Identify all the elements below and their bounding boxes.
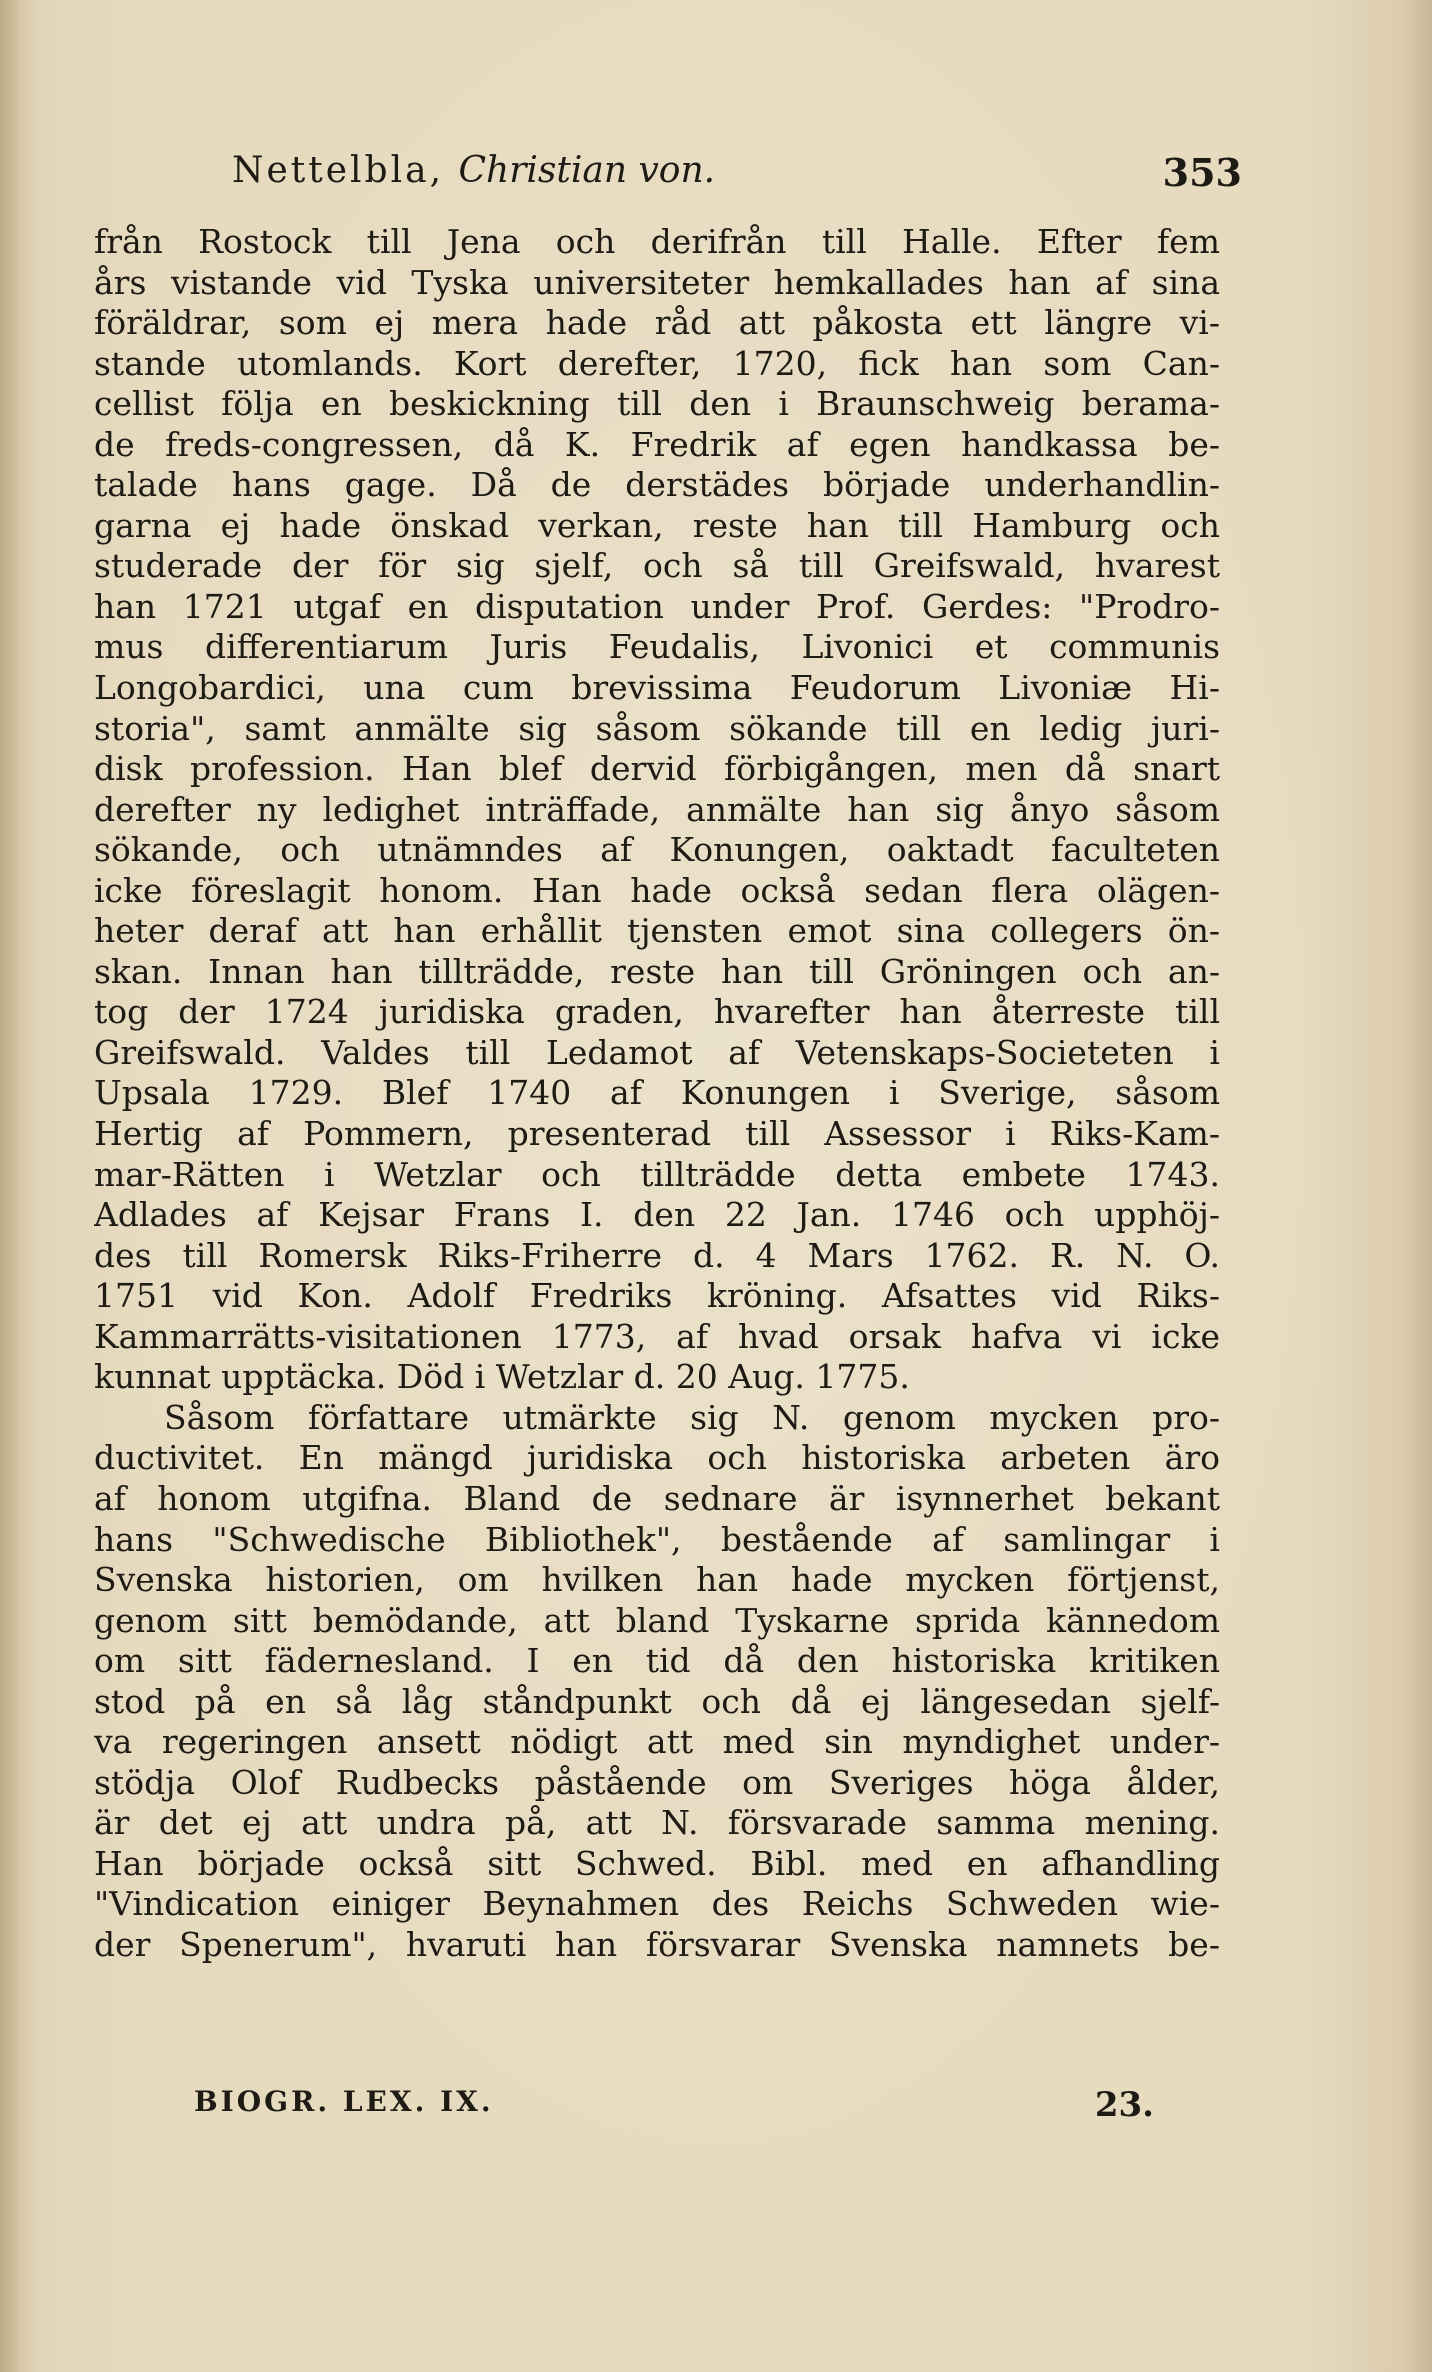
running-head-name: Nettelbla	[232, 150, 430, 191]
signature-mark: 23.	[1094, 2085, 1154, 2125]
text-line: Upsala 1729. Blef 1740 af Konungen i Sverige, såsom	[94, 1073, 1220, 1113]
text-line: studerade der för sig sjelf, och så till Greifswald, hvarest	[94, 546, 1220, 586]
text-line: års vistande vid Tyska universiteter hemkallades han af sina	[94, 262, 1220, 302]
text-line: ductivitet. En mängd juridiska och historiska arbeten äro	[94, 1438, 1220, 1478]
text-line: om sitt fädernesland. I en tid då den historiska kritiken	[94, 1641, 1220, 1681]
text-line: från Rostock till Jena och derifrån till Halle. Efter fem	[94, 222, 1220, 261]
text-line: Adlades af Kejsar Frans I. den 22 Jan. 1746 och upphöj-	[94, 1195, 1220, 1235]
running-head: Nettelbla, Christian von.	[232, 150, 716, 191]
text-line: des till Romersk Riks-Friherre d. 4 Mars 1762. R. N. O.	[94, 1235, 1220, 1275]
text-line: genom sitt bemödande, att bland Tyskarne sprida kännedom	[94, 1600, 1220, 1640]
text-line: Greifswald. Valdes till Ledamot af Vetenskaps-Societeten i	[94, 1032, 1220, 1072]
text-line-paragraph-end: kunnat upptäcka. Död i Wetzlar d. 20 Aug. 1775.	[94, 1357, 910, 1397]
running-head-given-name: Christian von.	[458, 150, 716, 191]
text-line: icke föreslagit honom. Han hade också sedan flera olägen-	[94, 870, 1220, 910]
text-line: Longobardici, una cum brevissima Feudorum Livoniæ Hi-	[94, 668, 1220, 708]
text-line: skan. Innan han tillträdde, reste han till Gröningen och an-	[94, 951, 1220, 991]
text-line: af honom utgifna. Bland de sednare är isynnerhet bekant	[94, 1478, 1220, 1518]
text-line-paragraph-start: Såsom författare utmärkte sig N. genom mycken pro-	[164, 1397, 1220, 1437]
text-line: stod på en så låg ståndpunkt och då ej längesedan sjelf-	[94, 1681, 1220, 1721]
text-line: der Spenerum", hvaruti han försvarar Svenska namnets be-	[94, 1924, 1220, 1964]
text-line: va regeringen ansett nödigt att med sin myndighet under-	[94, 1722, 1220, 1762]
text-line: mar-Rätten i Wetzlar och tillträdde detta embete 1743.	[94, 1154, 1220, 1194]
text-line: Han började också sitt Schwed. Bibl. med en afhandling	[94, 1843, 1220, 1883]
page-gutter-shadow	[0, 0, 18, 2372]
body-text	[94, 222, 1220, 1966]
text-line: heter deraf att han erhållit tjensten emot sina collegers ön-	[94, 911, 1220, 951]
text-line: hans "Schwedische Bibliothek", bestående af samlingar i	[94, 1519, 1220, 1559]
text-line: mus differentiarum Juris Feudalis, Livonici et communis	[94, 627, 1220, 667]
text-line: han 1721 utgaf en disputation under Prof. Gerdes: "Prodro-	[94, 586, 1220, 626]
text-line: Svenska historien, om hvilken han hade mycken förtjenst,	[94, 1560, 1220, 1600]
text-line: disk profession. Han blef dervid förbigången, men då snart	[94, 749, 1220, 789]
text-line: 1751 vid Kon. Adolf Fredriks kröning. Afsattes vid Riks-	[94, 1276, 1220, 1316]
text-line: de freds-congressen, då K. Fredrik af egen handkassa be-	[94, 424, 1220, 464]
page-footer	[194, 2085, 1154, 2133]
text-line: stödja Olof Rudbecks påstående om Sveriges höga ålder,	[94, 1762, 1220, 1802]
text-line: cellist följa en beskickning till den i Braunschweig berama-	[94, 384, 1220, 424]
text-line: sökande, och utnämndes af Konungen, oaktadt faculteten	[94, 830, 1220, 870]
text-line: storia", samt anmälte sig såsom sökande till en ledig juri-	[94, 708, 1220, 748]
text-line: tog der 1724 juridiska graden, hvarefter han återreste till	[94, 992, 1220, 1032]
page-header	[232, 150, 1242, 210]
text-line: derefter ny ledighet inträffade, anmälte han sig ånyo såsom	[94, 789, 1220, 829]
text-line: Kammarrätts-visitationen 1773, af hvad orsak hafva vi icke	[94, 1316, 1220, 1356]
text-line: stande utomlands. Kort derefter, 1720, fick han som Can-	[94, 343, 1220, 383]
text-line: garna ej hade önskad verkan, reste han till Hamburg och	[94, 505, 1220, 545]
page-number: 353	[1162, 150, 1242, 195]
text-line: föräldrar, som ej mera hade råd att påkosta ett längre vi-	[94, 303, 1220, 343]
text-line: talade hans gage. Då de derstädes började underhandlin-	[94, 465, 1220, 505]
text-line: "Vindication einiger Beynahmen des Reichs Schweden wie-	[94, 1884, 1220, 1924]
text-line: är det ej att undra på, att N. försvarade samma mening.	[94, 1803, 1220, 1843]
printer-signature: BIOGR. LEX. IX.	[194, 2085, 494, 2118]
text-line: Hertig af Pommern, presenterad till Assessor i Riks-Kam-	[94, 1114, 1220, 1154]
